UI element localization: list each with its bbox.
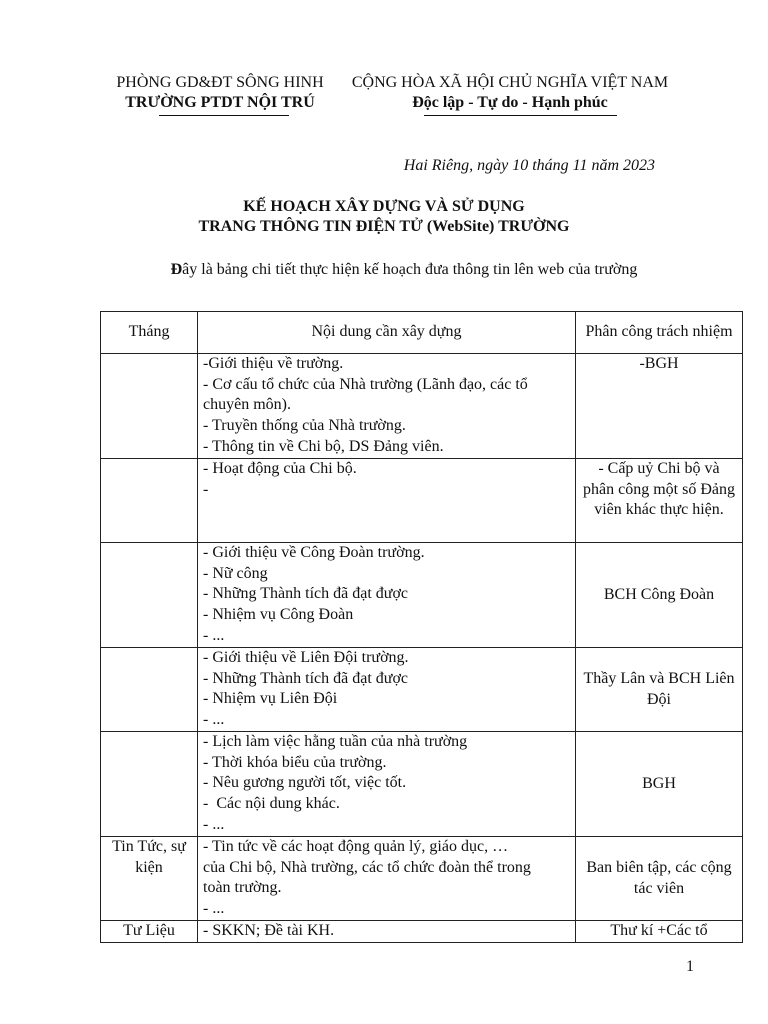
content-line: toàn trường. bbox=[203, 879, 282, 897]
content-line: - Tin tức về các hoạt động quản lý, giáo dục, … bbox=[203, 838, 509, 855]
content-line: - Lịch làm việc hằng tuần của nhà trường bbox=[203, 733, 468, 750]
responsibility-cell: Thư kí +Các tổ bbox=[576, 921, 743, 943]
plan-table bbox=[100, 311, 743, 943]
responsibility-cell: Ban biên tập, các cộng tác viên bbox=[576, 837, 743, 921]
content-cell bbox=[198, 354, 576, 459]
content-line: - ... bbox=[203, 900, 225, 918]
table-row bbox=[101, 921, 743, 943]
content-line: - Thông tin về Chi bộ, DS Đảng viên. bbox=[203, 437, 444, 455]
month-cell: Tư Liệu bbox=[101, 921, 198, 943]
document-title bbox=[0, 197, 768, 237]
school-name: TRƯỜNG PTDT NỘI TRÚ bbox=[125, 94, 315, 111]
header-content: Nội dung cần xây dựng bbox=[198, 312, 576, 354]
month-cell bbox=[101, 648, 198, 732]
month-cell bbox=[101, 732, 198, 837]
responsibility-cell: BGH bbox=[576, 732, 743, 837]
table-row bbox=[101, 732, 743, 837]
content-line: - Những Thành tích đã đạt được bbox=[203, 669, 409, 687]
content-line: - Nhiệm vụ Công Đoàn bbox=[203, 606, 354, 624]
content-line: - Truyền thống của Nhà trường. bbox=[203, 417, 406, 435]
content-line: - Thời khóa biểu của trường. bbox=[203, 753, 387, 771]
title-line-1: KẾ HOẠCH XÂY DỰNG VÀ SỬ DỤNG bbox=[243, 198, 525, 215]
content-cell bbox=[198, 648, 576, 732]
table-row bbox=[101, 543, 743, 648]
content-line: - ... bbox=[203, 626, 225, 644]
content-line: - Các nội dung khác. bbox=[203, 795, 340, 813]
table-row bbox=[101, 837, 743, 921]
month-cell bbox=[101, 354, 198, 459]
content-line: - Nêu gương người tốt, việc tốt. bbox=[203, 774, 407, 792]
national-motto: Độc lập - Tự do - Hạnh phúc bbox=[412, 94, 608, 111]
table-row bbox=[101, 459, 743, 543]
motto-underline bbox=[424, 115, 617, 116]
content-line: - Giới thiệu về Công Đoàn trường. bbox=[203, 544, 425, 561]
content-line: chuyên môn). bbox=[203, 396, 291, 414]
intro-rest: ây là bảng chi tiết thực hiện kế hoạch đưa thông tin lên web của trường bbox=[182, 261, 638, 278]
document-date: Hai Riêng, ngày 10 tháng 11 năm 2023 bbox=[403, 157, 655, 174]
content-line: - Nhiệm vụ Liên Đội bbox=[203, 690, 338, 708]
content-line: - ... bbox=[203, 711, 225, 729]
content-cell bbox=[198, 543, 576, 648]
header-responsibility: Phân công trách nhiệm bbox=[576, 312, 743, 354]
content-line: - Những Thành tích đã đạt được bbox=[203, 585, 409, 603]
content-line: -Giới thiệu về trường. bbox=[203, 355, 344, 372]
content-line: - Nữ công bbox=[203, 564, 268, 582]
month-cell: Tin Tức, sự kiện bbox=[101, 837, 198, 921]
content-line: - Giới thiệu về Liên Đội trường. bbox=[203, 649, 409, 666]
content-line: - bbox=[203, 480, 209, 498]
page-number: 1 bbox=[686, 958, 694, 975]
intro-text bbox=[0, 261, 768, 279]
intro-bold-initial: Đ bbox=[170, 261, 183, 278]
header-month: Tháng bbox=[101, 312, 198, 354]
title-line-2: TRANG THÔNG TIN ĐIỆN TỬ (WebSite) TRƯỜNG bbox=[198, 218, 570, 235]
content-line: - Hoạt động của Chi bộ. bbox=[203, 460, 357, 477]
table-row bbox=[101, 648, 743, 732]
month-cell bbox=[101, 543, 198, 648]
department-name: PHÒNG GD&ĐT SÔNG HINH bbox=[116, 74, 324, 91]
table-header-row bbox=[101, 312, 743, 354]
responsibility-cell: Thầy Lân và BCH Liên Đội bbox=[576, 648, 743, 732]
content-line: - ... bbox=[203, 815, 225, 833]
country-name: CỘNG HÒA XÃ HỘI CHỦ NGHĨA VIỆT NAM bbox=[351, 74, 669, 91]
document-header bbox=[0, 73, 768, 123]
table-row bbox=[101, 354, 743, 459]
content-line: - SKKN; Đề tài KH. bbox=[203, 922, 335, 939]
content-cell bbox=[198, 837, 576, 921]
content-cell bbox=[198, 921, 576, 943]
responsibility-cell: -BGH bbox=[576, 354, 743, 459]
content-cell bbox=[198, 459, 576, 543]
responsibility-cell: BCH Công Đoàn bbox=[576, 543, 743, 648]
content-cell bbox=[198, 732, 576, 837]
national-motto-block bbox=[340, 73, 680, 113]
content-line: của Chi bộ, Nhà trường, các tổ chức đoàn thể trong bbox=[203, 858, 531, 876]
issuer-block bbox=[100, 73, 340, 113]
responsibility-cell: - Cấp uỷ Chi bộ và phân công một số Đảng viên khác thực hiện. bbox=[576, 459, 743, 543]
school-name-underline bbox=[159, 115, 289, 116]
content-line: - Cơ cấu tổ chức của Nhà trường (Lãnh đạo, các tổ bbox=[203, 375, 528, 393]
month-cell bbox=[101, 459, 198, 543]
